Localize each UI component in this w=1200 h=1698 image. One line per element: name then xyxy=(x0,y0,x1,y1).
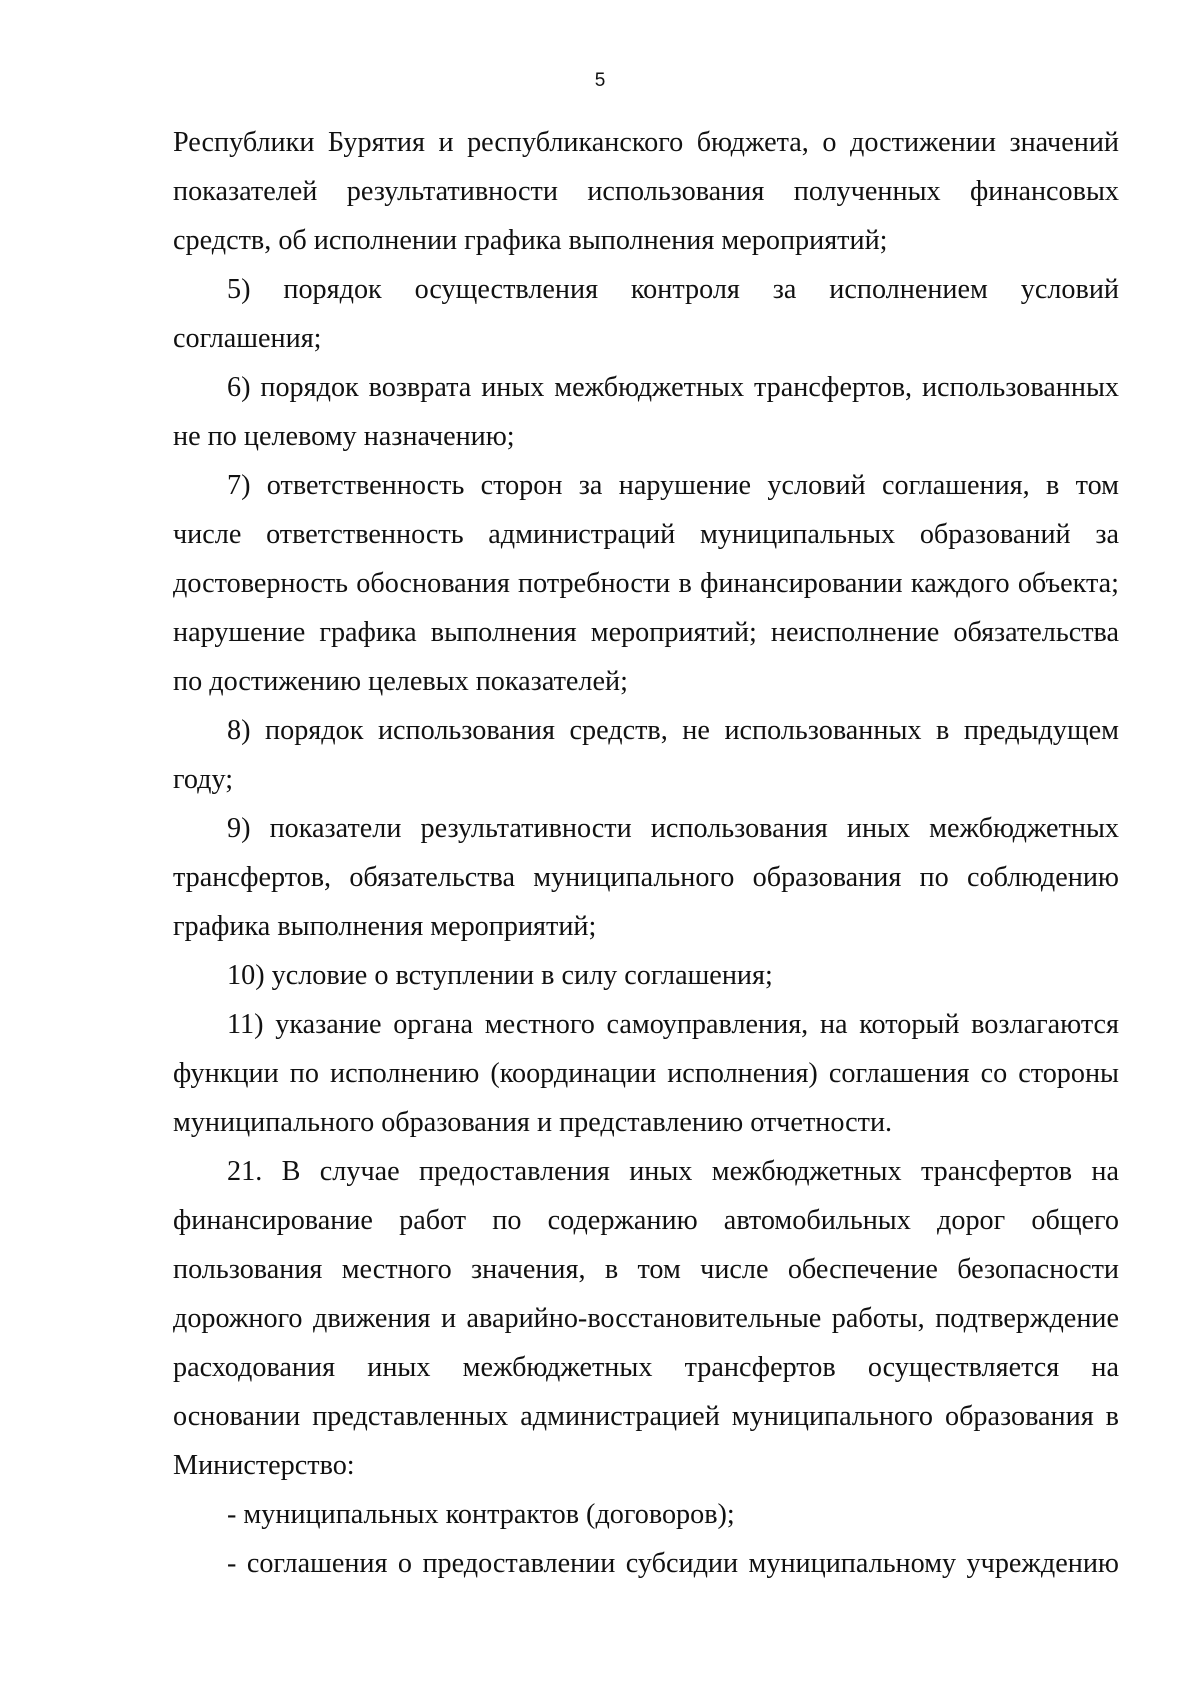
paragraph-item-11: 11) указание органа местного самоуправления, на который возлагаются функции по исполнению (координации исполнения) соглашения со стороны муниципального образования и представлению отчетности. xyxy=(173,1009,1119,1138)
document-body xyxy=(173,118,1119,1588)
paragraph-continuation: Республики Бурятия и республиканского бюджета, о достижении значений показателей результативности использования полученных финансовых средств, об исполнении графика выполнения мероприятий; xyxy=(173,127,1119,256)
paragraph-item-10: 10) условие о вступлении в силу соглашения; xyxy=(227,960,773,991)
paragraph-item-8: 8) порядок использования средств, не использованных в предыдущем году; xyxy=(173,715,1119,795)
paragraph-item-6: 6) порядок возврата иных межбюджетных трансфертов, использованных не по целевому назначению; xyxy=(173,372,1119,452)
list-item-contracts: - муниципальных контрактов (договоров); xyxy=(227,1499,735,1530)
list-item-agreement: - соглашения о предоставлении субсидии муниципальному учреждению xyxy=(227,1548,1119,1579)
paragraph-section-21: 21. В случае предоставления иных межбюджетных трансфертов на финансирование работ по содержанию автомобильных дорог общего пользования местного значения, в том числе обеспечение безопасности дорожного движения и аварийно-восстановительные работы, подтверждение расходования иных межбюджетных трансфертов осуществляется на основании представленных администрацией муниципального образования в Министерство: xyxy=(173,1156,1119,1481)
paragraph-item-5: 5) порядок осуществления контроля за исполнением условий соглашения; xyxy=(173,274,1119,354)
paragraph-item-9: 9) показатели результативности использования иных межбюджетных трансфертов, обязательства муниципального образования по соблюдению графика выполнения мероприятий; xyxy=(173,813,1119,942)
page-number: 5 xyxy=(594,70,606,91)
paragraph-item-7: 7) ответственность сторон за нарушение условий соглашения, в том числе ответственность администраций муниципальных образований за достоверность обоснования потребности в финансировании каждого объекта; нарушение графика выполнения мероприятий; неисполнение обязательства по достижению целевых показателей; xyxy=(173,470,1119,697)
